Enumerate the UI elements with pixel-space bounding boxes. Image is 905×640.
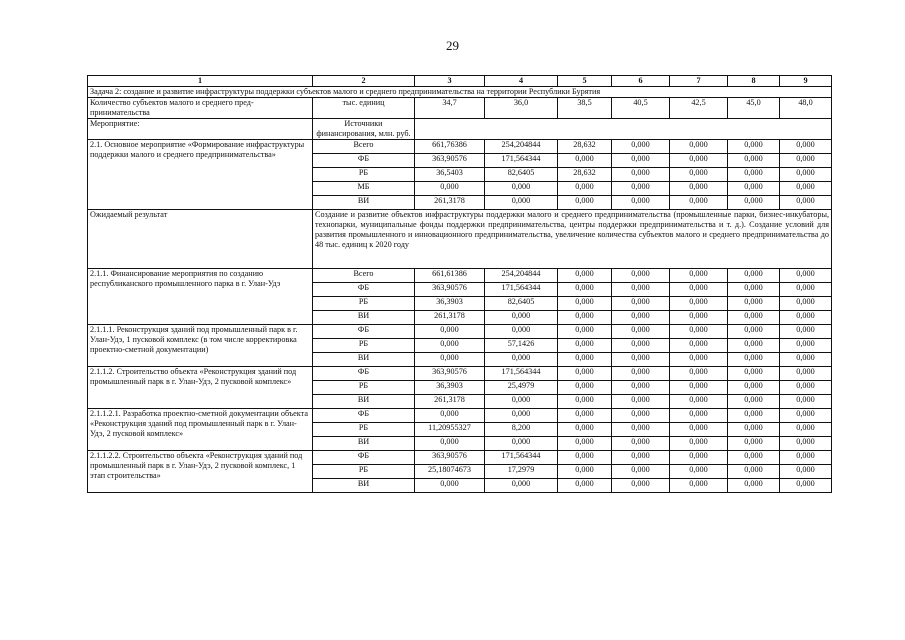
measure-label: Мероприятие: <box>88 119 313 140</box>
funding-value: 0,000 <box>780 168 832 182</box>
expected-result-text: Создание и развитие объектов инфраструктуры поддержки малого и среднего предпринимательства (промышленные парки, бизнес-инкубаторы, технопарки, муниципальные фонды поддержки предпринимательства, центры поддержки предпринимательства и т. д.). Создание условий для развития промышленного и инновационного предпринимательства, увеличение количества субъектов малого и среднего предпринимательства до 48 тыс. единиц к 2020 году <box>313 210 832 269</box>
funding-row <box>88 367 832 381</box>
funding-value: 0,000 <box>558 182 612 196</box>
funding-value: 0,000 <box>485 182 558 196</box>
funding-value: 0,000 <box>780 409 832 423</box>
funding-source: ФБ <box>313 283 415 297</box>
funding-value: 0,000 <box>728 182 780 196</box>
funding-value: 28,632 <box>558 168 612 182</box>
funding-value: 363,90576 <box>415 367 485 381</box>
funding-value: 0,000 <box>415 409 485 423</box>
activity-title: 2.1.1.2.2. Строительство объекта «Реконструкция зданий под промышленный парк в г. Улан-Удэ, 2 пусковой комплекс, 1 этап строительства» <box>88 451 313 493</box>
column-number-row <box>88 76 832 87</box>
funding-row <box>88 269 832 283</box>
funding-value: 0,000 <box>485 311 558 325</box>
funding-value: 0,000 <box>728 140 780 154</box>
funding-source: Всего <box>313 269 415 283</box>
funding-value: 0,000 <box>612 297 670 311</box>
funding-value: 0,000 <box>780 367 832 381</box>
funding-value: 0,000 <box>558 367 612 381</box>
activity-title: 2.1.1.1. Реконструкция зданий под промышленный парк в г. Улан-Удэ, 1 пусковой комплекс (в том числе корректировка проектно-сметной документации) <box>88 325 313 367</box>
funding-source: ФБ <box>313 154 415 168</box>
funding-value: 0,000 <box>485 353 558 367</box>
funding-source: РБ <box>313 297 415 311</box>
funding-row <box>88 325 832 339</box>
funding-value: 0,000 <box>670 297 728 311</box>
funding-value: 0,000 <box>670 479 728 493</box>
count-value: 36,0 <box>485 98 558 119</box>
count-value: 38,5 <box>558 98 612 119</box>
funding-value: 0,000 <box>558 311 612 325</box>
count-row <box>88 98 832 119</box>
funding-value: 36,3903 <box>415 381 485 395</box>
funding-value: 261,3178 <box>415 395 485 409</box>
funding-source: РБ <box>313 168 415 182</box>
funding-value: 0,000 <box>558 339 612 353</box>
funding-value: 0,000 <box>728 465 780 479</box>
funding-value: 0,000 <box>780 154 832 168</box>
funding-value: 0,000 <box>780 196 832 210</box>
funding-value: 0,000 <box>558 381 612 395</box>
column-number: 2 <box>313 76 415 87</box>
task-title-row <box>88 87 832 98</box>
funding-value: 0,000 <box>728 283 780 297</box>
funding-value: 0,000 <box>728 196 780 210</box>
funding-value: 0,000 <box>612 196 670 210</box>
funding-value: 0,000 <box>728 353 780 367</box>
funding-value: 0,000 <box>558 269 612 283</box>
funding-source: ВИ <box>313 479 415 493</box>
funding-value: 0,000 <box>728 311 780 325</box>
funding-value: 0,000 <box>612 269 670 283</box>
funding-value: 0,000 <box>780 311 832 325</box>
funding-value: 261,3178 <box>415 196 485 210</box>
count-value: 42,5 <box>670 98 728 119</box>
funding-value: 36,3903 <box>415 297 485 311</box>
funding-value: 261,3178 <box>415 311 485 325</box>
funding-value: 0,000 <box>485 325 558 339</box>
column-number: 4 <box>485 76 558 87</box>
funding-value: 0,000 <box>612 140 670 154</box>
funding-value: 25,4979 <box>485 381 558 395</box>
funding-value: 0,000 <box>728 395 780 409</box>
funding-value: 0,000 <box>612 283 670 297</box>
funding-value: 0,000 <box>780 339 832 353</box>
funding-value: 0,000 <box>670 283 728 297</box>
funding-value: 0,000 <box>670 269 728 283</box>
funding-value: 0,000 <box>558 297 612 311</box>
funding-value: 0,000 <box>612 168 670 182</box>
funding-value: 0,000 <box>612 451 670 465</box>
funding-value: 0,000 <box>612 437 670 451</box>
funding-value: 0,000 <box>670 140 728 154</box>
funding-value: 0,000 <box>558 395 612 409</box>
funding-value: 0,000 <box>612 381 670 395</box>
funding-value: 0,000 <box>670 154 728 168</box>
funding-value: 0,000 <box>485 437 558 451</box>
funding-value: 0,000 <box>670 311 728 325</box>
funding-value: 0,000 <box>670 381 728 395</box>
column-number: 5 <box>558 76 612 87</box>
funding-source: МБ <box>313 182 415 196</box>
funding-value: 0,000 <box>612 423 670 437</box>
funding-value: 254,204844 <box>485 140 558 154</box>
funding-source: ФБ <box>313 325 415 339</box>
column-number: 3 <box>415 76 485 87</box>
funding-value: 57,1426 <box>485 339 558 353</box>
funding-value: 171,564344 <box>485 451 558 465</box>
funding-value: 0,000 <box>558 451 612 465</box>
funding-value: 0,000 <box>485 196 558 210</box>
funding-value: 0,000 <box>612 409 670 423</box>
funding-value: 0,000 <box>780 353 832 367</box>
measure-empty-cell <box>415 119 832 140</box>
funding-value: 0,000 <box>485 479 558 493</box>
funding-value: 0,000 <box>670 409 728 423</box>
funding-value: 0,000 <box>670 168 728 182</box>
funding-value: 0,000 <box>558 283 612 297</box>
funding-value: 0,000 <box>558 325 612 339</box>
column-number: 1 <box>88 76 313 87</box>
funding-value: 0,000 <box>558 465 612 479</box>
funding-value: 0,000 <box>670 451 728 465</box>
funding-source: ВИ <box>313 437 415 451</box>
funding-value: 0,000 <box>780 325 832 339</box>
funding-value: 0,000 <box>612 479 670 493</box>
funding-row <box>88 140 832 154</box>
funding-value: 0,000 <box>415 437 485 451</box>
funding-source: РБ <box>313 381 415 395</box>
count-value: 45,0 <box>728 98 780 119</box>
funding-value: 0,000 <box>558 423 612 437</box>
funding-value: 0,000 <box>728 269 780 283</box>
funding-value: 0,000 <box>780 395 832 409</box>
funding-value: 0,000 <box>728 423 780 437</box>
funding-value: 0,000 <box>670 465 728 479</box>
funding-source: РБ <box>313 465 415 479</box>
count-unit: тыс. единиц <box>313 98 415 119</box>
funding-value: 0,000 <box>558 154 612 168</box>
funding-source: ФБ <box>313 451 415 465</box>
funding-value: 0,000 <box>728 381 780 395</box>
activity-title: 2.1.1.2. Строительство объекта «Реконструкция зданий под промышленный парк в г. Улан-Удэ, 2 пусковой комплекс» <box>88 367 313 409</box>
funding-value: 0,000 <box>670 325 728 339</box>
funding-value: 0,000 <box>558 196 612 210</box>
funding-value: 0,000 <box>612 465 670 479</box>
funding-value: 171,564344 <box>485 367 558 381</box>
column-number: 6 <box>612 76 670 87</box>
funding-value: 0,000 <box>612 154 670 168</box>
column-number: 9 <box>780 76 832 87</box>
funding-value: 0,000 <box>780 283 832 297</box>
funding-value: 0,000 <box>728 479 780 493</box>
expected-result-row <box>88 210 832 269</box>
funding-value: 0,000 <box>612 395 670 409</box>
funding-value: 254,204844 <box>485 269 558 283</box>
funding-value: 0,000 <box>670 353 728 367</box>
activity-title: 2.1. Основное мероприятие «Формирование инфраструктуры поддержки малого и среднего предпринимательства» <box>88 140 313 210</box>
funding-value: 0,000 <box>670 196 728 210</box>
activity-title: 2.1.1. Финансирование мероприятия по созданию республиканского промышленного парка в г. Улан-Удэ <box>88 269 313 325</box>
funding-value: 0,000 <box>780 381 832 395</box>
funding-value: 171,564344 <box>485 283 558 297</box>
funding-value: 0,000 <box>670 395 728 409</box>
funding-value: 0,000 <box>558 353 612 367</box>
funding-value: 0,000 <box>415 353 485 367</box>
funding-source: ВИ <box>313 311 415 325</box>
count-value: 34,7 <box>415 98 485 119</box>
funding-source: ВИ <box>313 395 415 409</box>
funding-value: 0,000 <box>558 437 612 451</box>
funding-value: 0,000 <box>558 479 612 493</box>
funding-row <box>88 409 832 423</box>
funding-value: 0,000 <box>485 395 558 409</box>
funding-value: 0,000 <box>728 367 780 381</box>
funding-value: 28,632 <box>558 140 612 154</box>
funding-value: 0,000 <box>612 339 670 353</box>
funding-value: 0,000 <box>728 339 780 353</box>
column-number: 8 <box>728 76 780 87</box>
funding-value: 0,000 <box>558 409 612 423</box>
funding-value: 0,000 <box>728 297 780 311</box>
funding-value: 0,000 <box>728 451 780 465</box>
funding-value: 82,6405 <box>485 297 558 311</box>
funding-value: 363,90576 <box>415 451 485 465</box>
funding-value: 0,000 <box>415 339 485 353</box>
task-title: Задача 2: создание и развитие инфраструктуры поддержки субъектов малого и среднего предпринимательства на территории Республики Бурятия <box>88 87 832 98</box>
funding-value: 0,000 <box>780 182 832 196</box>
funding-value: 0,000 <box>415 479 485 493</box>
funding-value: 0,000 <box>780 451 832 465</box>
funding-value: 0,000 <box>780 479 832 493</box>
funding-value: 25,18074673 <box>415 465 485 479</box>
column-number: 7 <box>670 76 728 87</box>
funding-value: 82,6405 <box>485 168 558 182</box>
count-value: 48,0 <box>780 98 832 119</box>
funding-value: 11,20955327 <box>415 423 485 437</box>
funding-source: ФБ <box>313 367 415 381</box>
funding-value: 0,000 <box>780 297 832 311</box>
funding-value: 0,000 <box>612 182 670 196</box>
page-number: 29 <box>446 38 459 53</box>
funding-sources-header: Источники финансирования, млн. руб. <box>313 119 415 140</box>
funding-value: 0,000 <box>780 437 832 451</box>
funding-value: 17,2979 <box>485 465 558 479</box>
funding-value: 171,564344 <box>485 154 558 168</box>
funding-value: 0,000 <box>780 140 832 154</box>
funding-source: ФБ <box>313 409 415 423</box>
funding-source: ВИ <box>313 353 415 367</box>
funding-value: 363,90576 <box>415 154 485 168</box>
funding-value: 0,000 <box>612 311 670 325</box>
funding-value: 0,000 <box>780 269 832 283</box>
funding-value: 0,000 <box>670 423 728 437</box>
funding-value: 0,000 <box>670 437 728 451</box>
funding-source: РБ <box>313 423 415 437</box>
measure-row <box>88 119 832 140</box>
funding-row <box>88 451 832 465</box>
funding-value: 0,000 <box>612 367 670 381</box>
funding-value: 0,000 <box>728 325 780 339</box>
funding-source: РБ <box>313 339 415 353</box>
funding-value: 661,61386 <box>415 269 485 283</box>
funding-value: 0,000 <box>728 168 780 182</box>
funding-value: 0,000 <box>670 367 728 381</box>
count-value: 40,5 <box>612 98 670 119</box>
funding-value: 0,000 <box>728 154 780 168</box>
funding-value: 0,000 <box>728 437 780 451</box>
funding-value: 0,000 <box>670 339 728 353</box>
funding-source: Всего <box>313 140 415 154</box>
funding-value: 0,000 <box>612 353 670 367</box>
funding-value: 36,5403 <box>415 168 485 182</box>
funding-value: 661,76386 <box>415 140 485 154</box>
funding-value: 0,000 <box>415 182 485 196</box>
funding-value: 0,000 <box>415 325 485 339</box>
expected-result-label: Ожидаемый результат <box>88 210 313 269</box>
program-funding-table <box>87 75 832 493</box>
count-label: Количество субъектов малого и среднего пред-принимательства <box>88 98 313 119</box>
funding-value: 0,000 <box>780 465 832 479</box>
funding-value: 0,000 <box>485 409 558 423</box>
funding-value: 0,000 <box>670 182 728 196</box>
funding-value: 0,000 <box>612 325 670 339</box>
funding-value: 363,90576 <box>415 283 485 297</box>
funding-source: ВИ <box>313 196 415 210</box>
funding-value: 0,000 <box>728 409 780 423</box>
funding-value: 8,200 <box>485 423 558 437</box>
activity-title: 2.1.1.2.1. Разработка проектно-сметной документации объекта «Реконструкция зданий под промышленный парк в г. Улан-Удэ, 2 пусковой комплекс» <box>88 409 313 451</box>
funding-value: 0,000 <box>780 423 832 437</box>
